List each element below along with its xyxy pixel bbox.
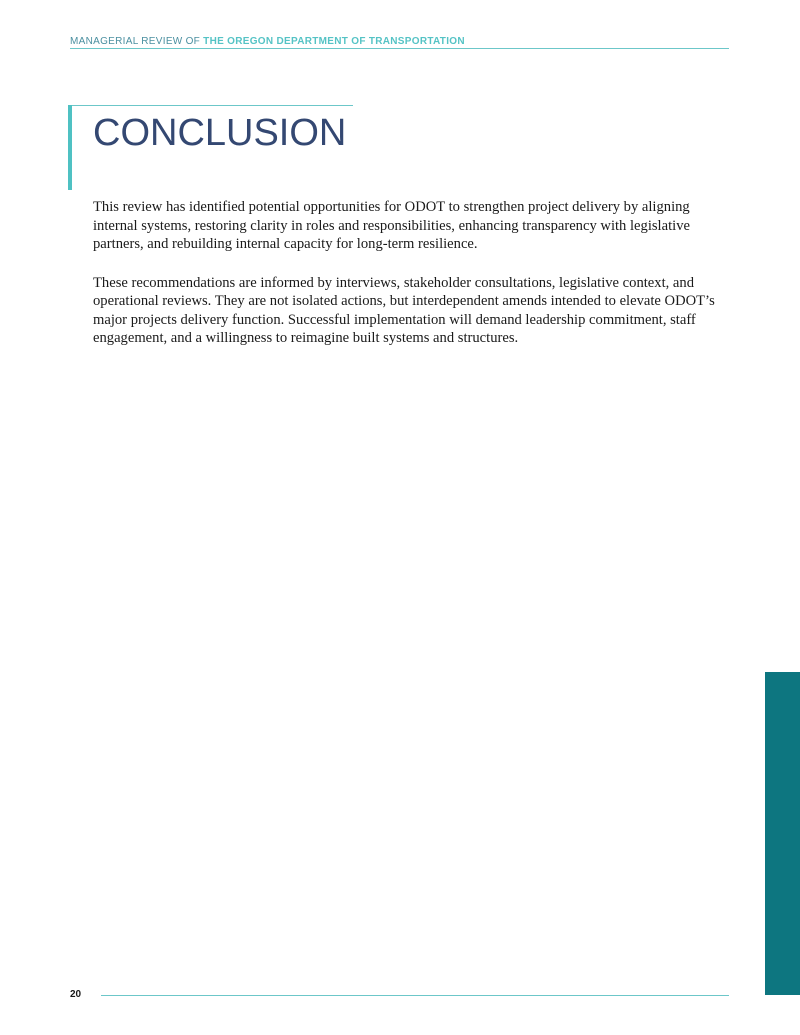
title-top-rule bbox=[72, 105, 353, 106]
header-divider bbox=[70, 48, 729, 49]
page-number: 20 bbox=[70, 989, 82, 1000]
running-header bbox=[70, 36, 465, 47]
footer-divider bbox=[101, 995, 729, 996]
title-accent-bar bbox=[68, 105, 72, 190]
side-tab-marker bbox=[765, 672, 800, 995]
section-title: CONCLUSION bbox=[93, 112, 347, 154]
paragraph-2: These recommendations are informed by interviews, stakeholder consultations, legislative context, and operational reviews. They are not isolated actions, but interdependent amends intended to elevate ODOT’s major projects delivery function. Successful implementation will demand leadership commitment, staff engagement, and a willingness to reimagine built systems and structures. bbox=[93, 274, 715, 346]
running-header-prefix: MANAGERIAL REVIEW OF bbox=[70, 36, 204, 47]
body-text bbox=[93, 198, 733, 368]
running-header-highlight: THE OREGON DEPARTMENT OF TRANSPORTATION bbox=[203, 36, 465, 47]
paragraph-1: This review has identified potential opportunities for ODOT to strengthen project delivery by aligning internal systems, restoring clarity in roles and responsibilities, enhancing transparency with legislative partners, and rebuilding internal capacity for long-term resilience. bbox=[93, 199, 690, 252]
